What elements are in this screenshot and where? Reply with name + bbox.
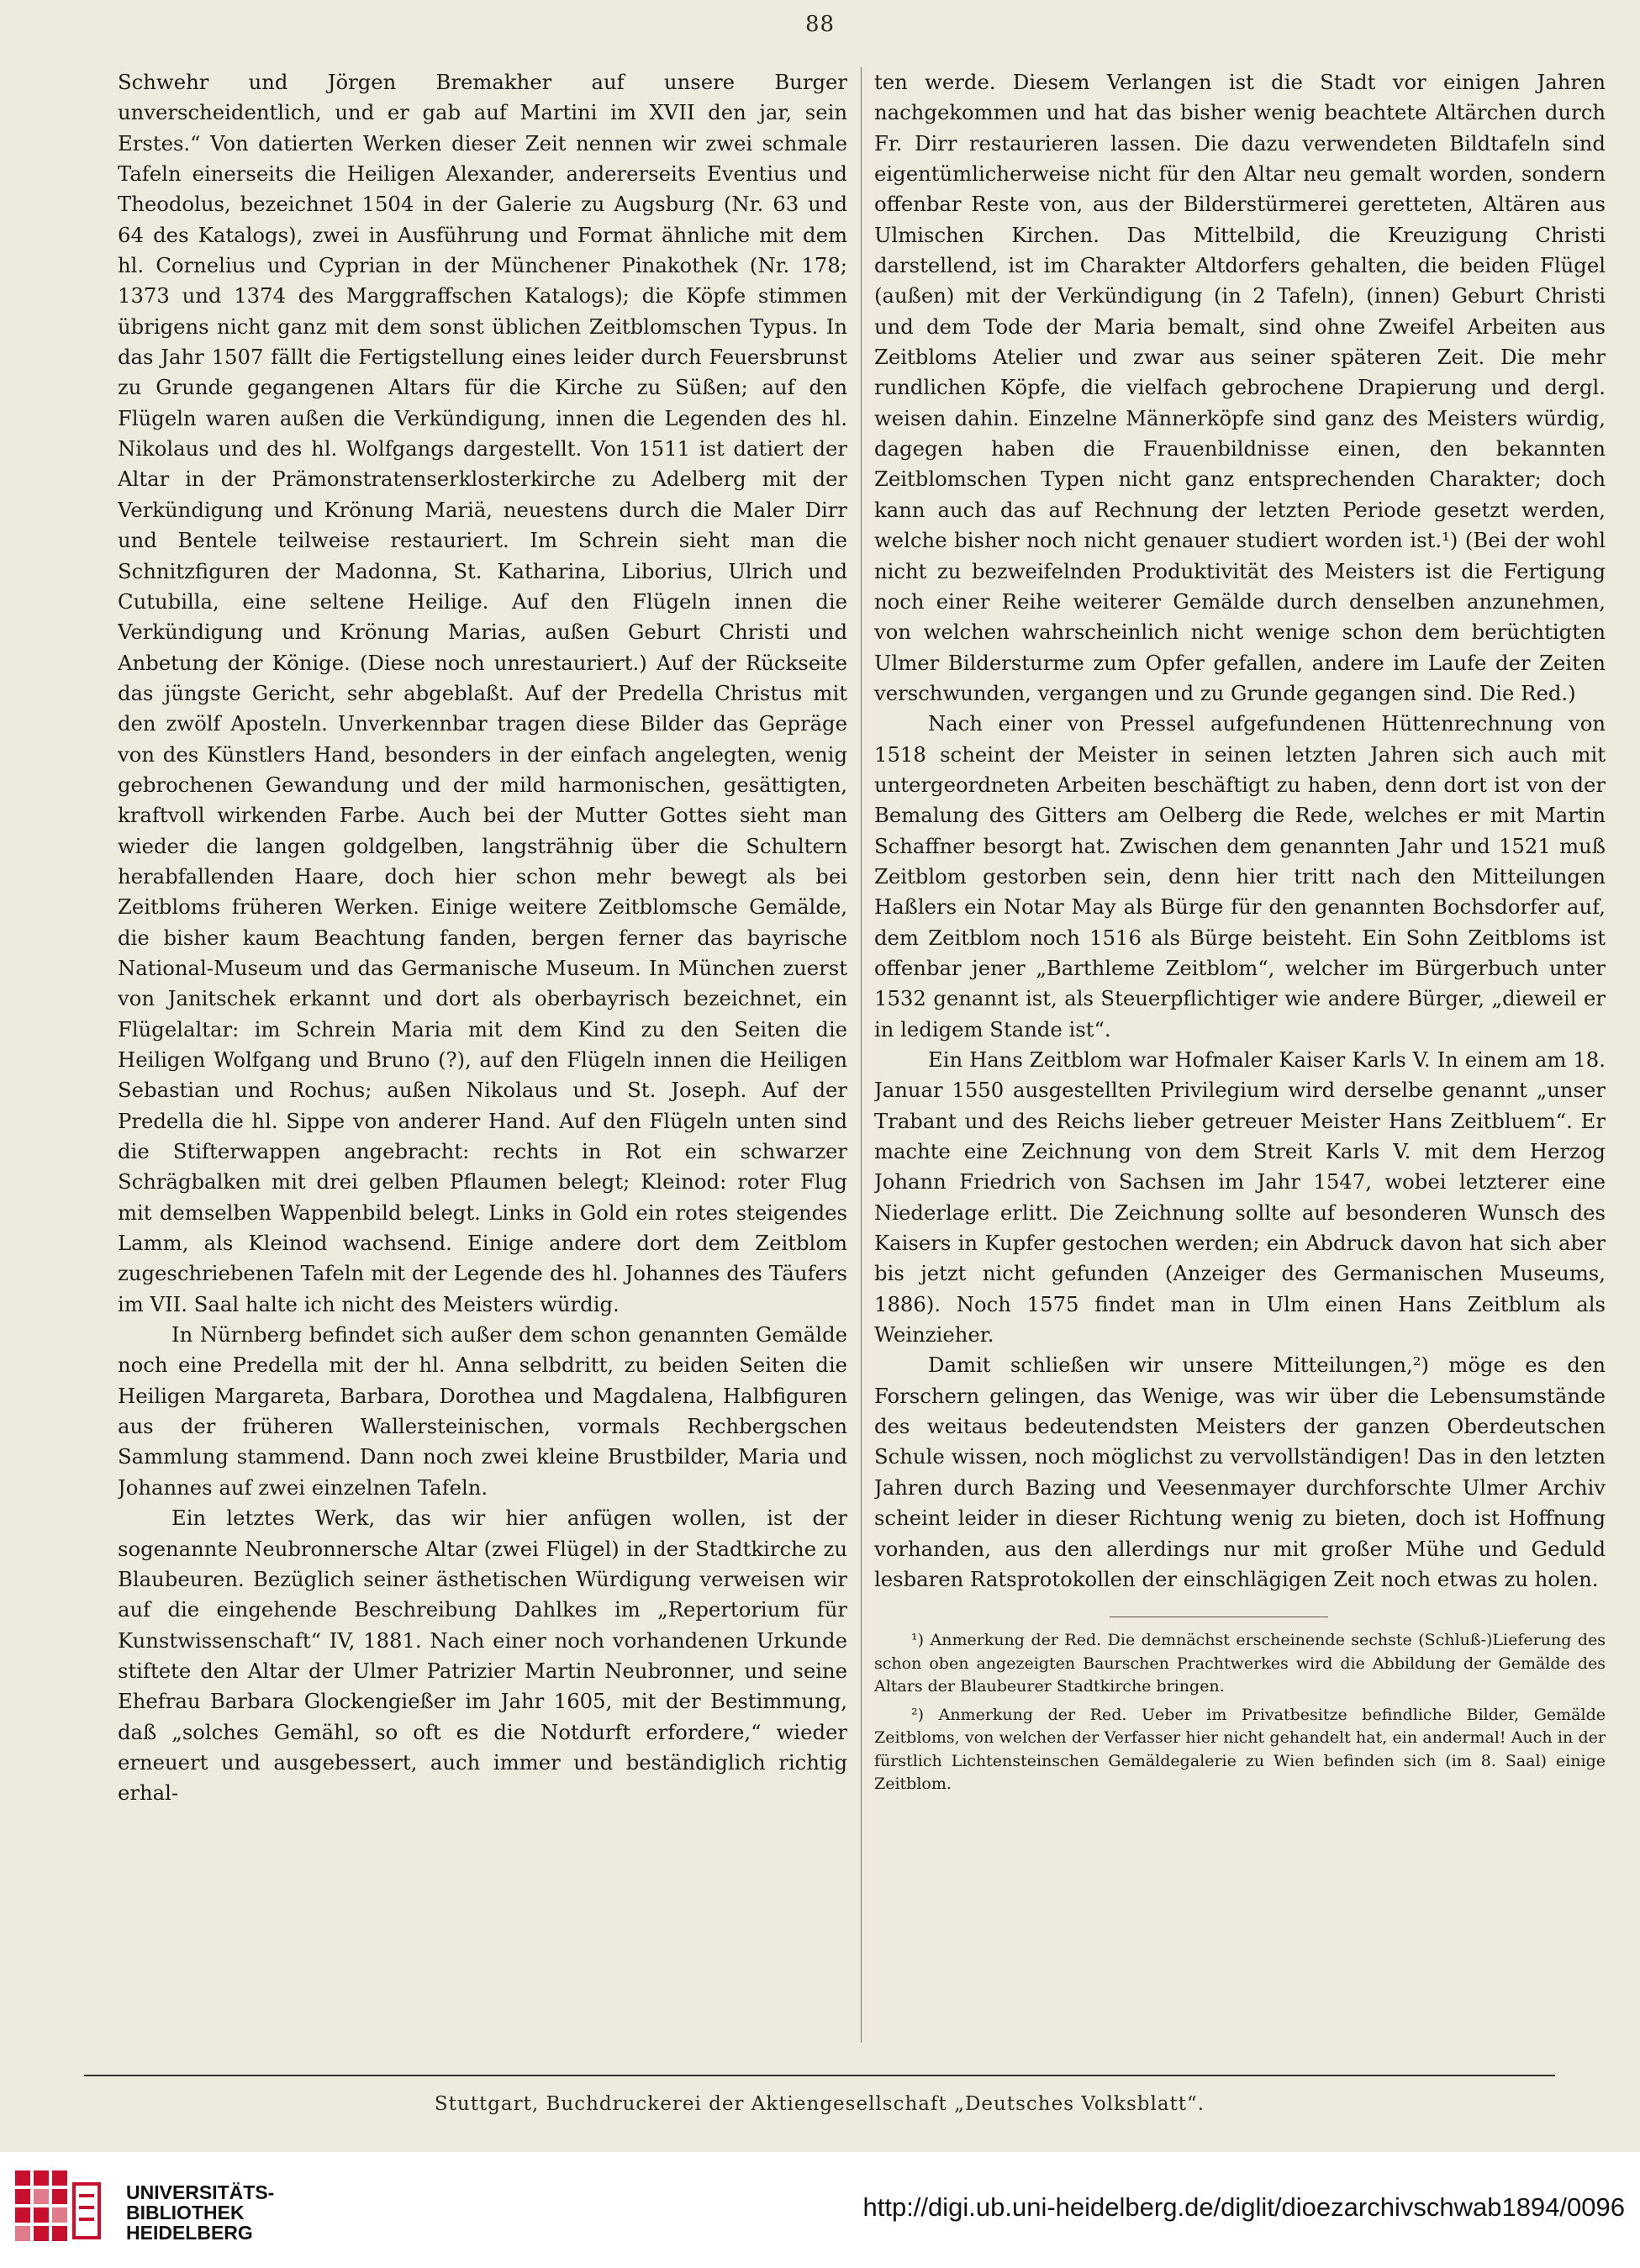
page-number: 88 [804, 12, 836, 37]
left-column [118, 67, 847, 2060]
right-paragraph-3: Ein Hans Zeitblom war Hofmaler Kaiser Karls V. In einem am 18. Januar 1550 ausgestellten Privilegium wird derselbe genannt „unser Trabant und des Reichs lieber getreuer Meister Hans Zeitbluem“. Er machte eine Zeichnung von dem Streit Karls V. mit dem Herzog Johann Friedrich von Sachsen im Jahr 1547, wobei letzterer eine Niederlage erlitt. Die Zeichnung sollte auf besonderen Wunsch des Kaisers in Kupfer gestochen werden; ein Abdruck davon hat sich aber bis jetzt nicht gefunden (Anzeiger des Germanischen Museums, 1886). Noch 1575 findet man in Ulm einen Hans Zeitblum als Weinzieher. [874, 1047, 1606, 1348]
left-paragraph-3: Ein letztes Werk, das wir hier anfügen wollen, ist der sogenannte Neubronnersche Altar (zwei Flügel) in der Stadtkirche zu Blaubeuren. Bezüglich seiner ästhetischen Würdigung verweisen wir auf die eingehende Beschreibung Dahlkes im „Repertorium für Kunstwissenschaft“ IV, 1881. Nach einer noch vorhandenen Urkunde stiftete den Altar der Ulmer Patrizier Martin Neubronner, und seine Ehefrau Barbara Glockengießer im Jahr 1605, mit der Bestimmung, daß „solches Gemähl, so oft es die Notdurft erfordere,“ wieder erneuert und ausgebessert, auch immer und beständiglich richtig erhal- [118, 1506, 847, 1806]
footnote-1: ¹) Anmerkung der Red. Die demnächst erscheinende sechste (Schluß-)Lieferung des schon oben angezeigten Baurschen Prachtwerkes wird die Abbildung der Gemälde des Altars der Blaubeurer Stadtkirche bringen. [874, 1631, 1606, 1696]
column-divider [861, 67, 862, 2043]
library-name-line-1: UNIVERSITÄTS- [126, 2181, 275, 2203]
footnote-2: ²) Anmerkung der Red. Ueber im Privatbesitze befindliche Bilder, Gemälde Zeitbloms, von welchen der Verfasser hier nicht gehandelt hat, ein andermal! Auch in der fürstlich Lichtensteinschen Gemäldegalerie zu Wien befinden sich (im 8. Saal) einige Zeitblom. [874, 1705, 1606, 1794]
library-name-line-3: HEIDELBERG [126, 2222, 253, 2244]
right-column [874, 67, 1606, 2060]
source-url-link[interactable]: http://digi.ub.uni-heidelberg.de/diglit/dioezarchivschwab1894/0096 [862, 2192, 1625, 2222]
right-paragraph-2: Nach einer von Pressel aufgefundenen Hüttenrechnung von 1518 scheint der Meister in seinen letzten Jahren sich auch mit untergeordneten Arbeiten beschäftigt zu haben, denn dort ist von der Bemalung des Gitters am Oelberg die Rede, welches er mit Martin Schaffner besorgt hat. Zwischen dem genannten Jahr und 1521 muß Zeitblom gestorben sein, denn hier tritt nach den Mitteilungen Haßlers ein Notar May als Bürge für den genannten Bochsdorfer auf, dem Zeitblom noch 1516 als Bürge beisteht. Ein Sohn Zeitbloms ist offenbar jener „Barthleme Zeitblom“, welcher im Bürgerbuch unter 1532 genannt ist, als Steuerpflichtiger wie andere Bürger, „dieweil er in ledigem Stande ist“. [874, 711, 1606, 1042]
library-name-line-2: BIBLIOTHEK [126, 2202, 245, 2223]
digitization-footer [0, 2152, 1640, 2268]
library-seal-icon [12, 2167, 104, 2255]
left-paragraph-1: Schwehr und Jörgen Bremakher auf unsere Burger unverscheidentlich, und er gab auf Martini im XVII den jar, sein Erstes.“ Von datierten Werken dieser Zeit nennen wir zwei schmale Tafeln einerseits die Heiligen Alexander, andererseits Eventius und Theodolus, bezeichnet 1504 in der Galerie zu Augsburg (Nr. 63 und 64 des Katalogs), zwei in Ausführung und Format ähnliche mit dem hl. Cornelius und Cyprian in der Münchener Pinakothek (Nr. 178; 1373 und 1374 des Marggraffschen Katalogs); die Köpfe stimmen übrigens nicht ganz mit dem sonst üblichen Zeitblomschen Typus. In das Jahr 1507 fällt die Fertigstellung eines leider durch Feuersbrunst zu Grunde gegangenen Altars für die Kirche zu Süßen; auf den Flügeln waren außen die Verkündigung, innen die Legenden des hl. Nikolaus und des hl. Wolfgangs dargestellt. Von 1511 ist datiert der Altar in der Prämonstratenserklosterkirche zu Adelberg mit der Verkündigung und Krönung Mariä, neuestens durch die Maler Dirr und Bentele teilweise restauriert. Im Schrein sieht man die Schnitzfiguren der Madonna, St. Katharina, Liborius, Ulrich und Cutubilla, eine seltene Heilige. Auf den Flügeln innen die Verkündigung und Krönung Marias, außen Geburt Christi und Anbetung der Könige. (Diese noch unrestauriert.) Auf der Rückseite das jüngste Gericht, sehr abgeblaßt. Auf der Predella Christus mit den zwölf Aposteln. Unverkennbar tragen diese Bilder das Gepräge von des Künstlers Hand, besonders in der einfach angelegten, wenig gebrochenen Gewandung und der mild harmonischen, gesättigten, kraftvoll wirkenden Farbe. Auch bei der Mutter Gottes sieht man wieder die langen goldgelben, langsträhnig über die Schultern herabfallenden Haare, doch hier schon mehr bewegt als bei Zeitbloms früheren Werken. Einige weitere Zeitblomsche Gemälde, die bisher kaum Beachtung fanden, bergen ferner das bayrische National-Museum und das Germanische Museum. In München zuerst von Janitschek erkannt und dort als oberbayrisch bezeichnet, ein Flügelaltar: im Schrein Maria mit dem Kind zu den Seiten die Heiligen Wolfgang und Bruno (?), auf den Flügeln innen die Heiligen Sebastian und Rochus; außen Nikolaus und St. Joseph. Auf der Predella die hl. Sippe von anderer Hand. Auf den Flügeln unten sind die Stifterwappen angebracht: rechts in Rot ein schwarzer Schrägbalken mit drei gelben Pflaumen belegt; Kleinod: roter Flug mit demselben Wappenbild belegt. Links in Gold ein rotes steigendes Lamm, als Kleinod wachsend. Einige andere dort dem Zeitblom zugeschriebenen Tafeln mit der Legende des hl. Johannes des Täufers im VII. Saal halte ich nicht des Meisters würdig. [118, 70, 847, 1316]
printer-imprint: Stuttgart, Buchdruckerei der Aktiengesellschaft „Deutsches Volksblatt“. [84, 2075, 1555, 2115]
right-paragraph-1: ten werde. Diesem Verlangen ist die Stadt vor einigen Jahren nachgekommen und hat das bisher wenig beachtete Altärchen durch Fr. Dirr restaurieren lassen. Die dazu verwendeten Bildtafeln sind eigentümlicherweise nicht für den Altar neu gemalt worden, sondern offenbar Reste von, aus der Bilderstürmerei geretteten, Altären aus Ulmischen Kirchen. Das Mittelbild, die Kreuzigung Christi darstellend, ist im Charakter Altdorfers gehalten, die beiden Flügel (außen) mit der Verkündigung (in 2 Tafeln), (innen) Geburt Christi und dem Tode der Maria bemalt, sind ohne Zweifel Arbeiten aus Zeitbloms Atelier und zwar aus seiner späteren Zeit. Die mehr rundlichen Köpfe, die vielfach gebrochene Drapierung und dergl. weisen dahin. Einzelne Männerköpfe sind ganz des Meisters würdig, dagegen haben die Frauenbildnisse einen, den bekannten Zeitblomschen Typen nicht ganz entsprechenden Charakter; doch kann auch das auf Rechnung der letzten Periode gesetzt werden, welche bisher noch nicht genauer studiert worden ist.¹) (Bei der wohl nicht zu bezweifelnden Produktivität des Meisters ist die Fertigung noch einer Reihe weiterer Gemälde durch denselben anzunehmen, von welchen wahrscheinlich nicht wenige schon dem berüchtigten Ulmer Bildersturme zum Opfer gefallen, andere im Laufe der Zeiten verschwunden, vergangen und zu Grunde gegangen sind. Die Red.) [874, 70, 1606, 705]
library-name [126, 2182, 274, 2243]
right-paragraph-4: Damit schließen wir unsere Mitteilungen,²) möge es den Forschern gelingen, das Wenige, was wir über die Lebensumstände des weitaus bedeutendsten Meisters der ganzen Oberdeutschen Schule wissen, noch möglichst zu vervollständigen! Das in den letzten Jahren durch Bazing und Veesenmayer durchforschte Ulmer Archiv scheint leider in dieser Richtung wenig zu bieten, doch ist Hoffnung vorhanden, aus den allerdings nur mit großer Mühe und Geduld lesbaren Ratsprotokollen der einschlägigen Zeit noch etwas zu holen. [874, 1353, 1606, 1591]
left-paragraph-2: In Nürnberg befindet sich außer dem schon genannten Gemälde noch eine Predella mit der hl. Anna selbdritt, zu beiden Seiten die Heiligen Margareta, Barbara, Dorothea und Magdalena, Halbfiguren aus der früheren Wallersteinischen, vormals Rechbergschen Sammlung stammend. Dann noch zwei kleine Brustbilder, Maria und Johannes auf zwei einzelnen Tafeln. [118, 1322, 847, 1500]
